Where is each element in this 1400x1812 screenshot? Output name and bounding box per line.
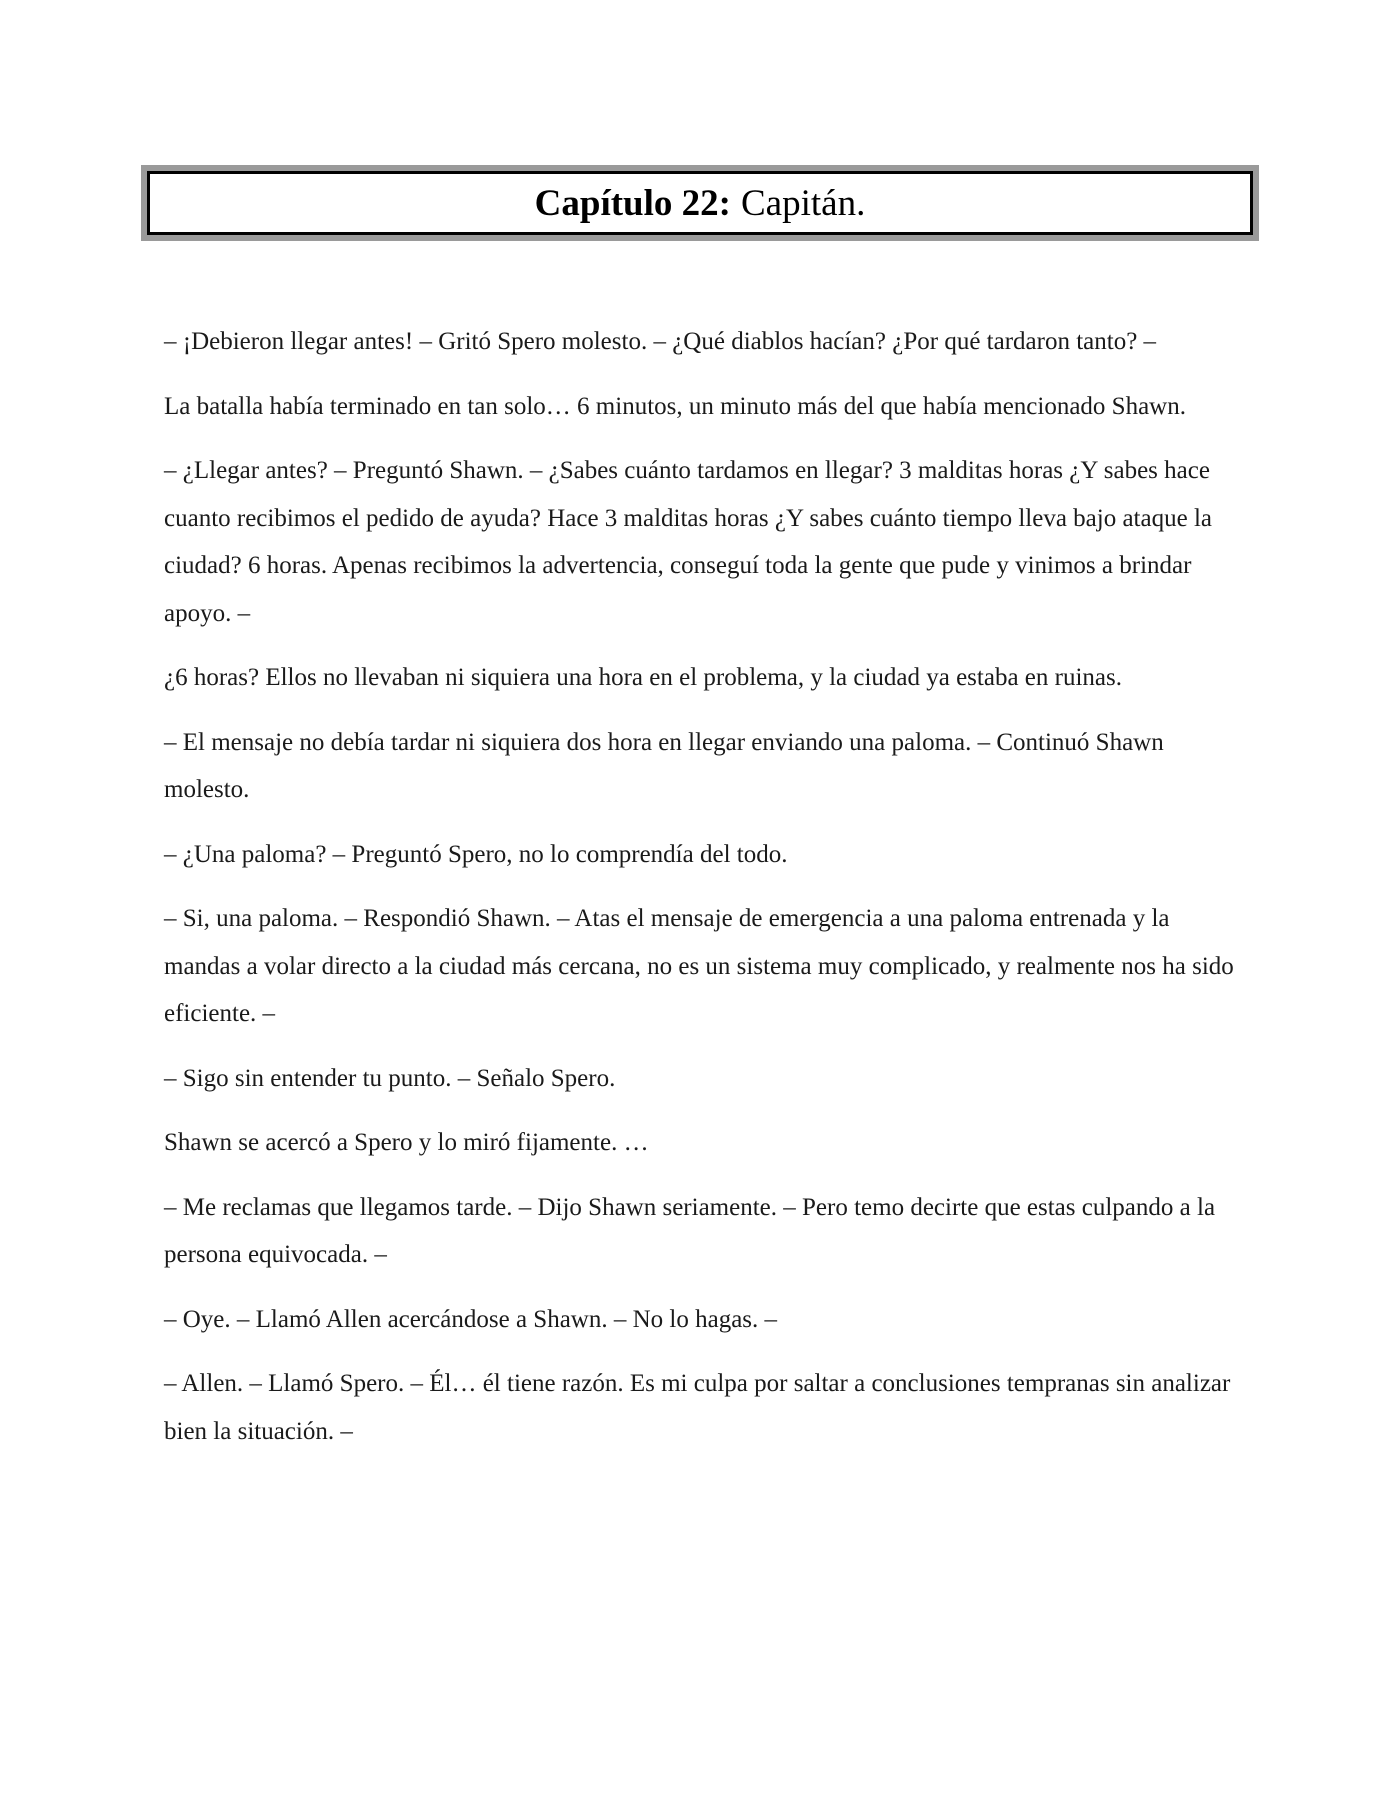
paragraph: – Oye. – Llamó Allen acercándose a Shawn. – No lo hagas. –: [164, 1305, 778, 1333]
chapter-title: [147, 171, 1253, 235]
paragraph: Shawn se acercó a Spero y lo miró fijamente. …: [164, 1129, 649, 1156]
chapter-name: Capitán.: [740, 182, 866, 224]
paragraph: – Me reclamas que llegamos tarde. – Dijo Shawn seriamente. – Pero temo decirte que estas culpando a la persona equivocada. –: [164, 1193, 1216, 1268]
paragraph: – El mensaje no debía tardar ni siquiera dos hora en llegar enviando una paloma. – Continuó Shawn molesto.: [164, 728, 1164, 803]
paragraph: La batalla había terminado en tan solo… 6 minutos, un minuto más del que había mencionado Shawn.: [164, 392, 1186, 420]
chapter-label: Capítulo 22:: [534, 182, 731, 224]
paragraph: – Si, una paloma. – Respondió Shawn. – Atas el mensaje de emergencia a una paloma entrenada y la mandas a volar directo a la ciudad más cercana, no es un sistema muy complicado, y realmente nos ha sido eficiente. –: [164, 905, 1234, 1027]
paragraph: – ¡Debieron llegar antes! – Gritó Spero molesto. – ¿Qué diablos hacían? ¿Por qué tardaron tanto? –: [164, 328, 1157, 355]
paragraph: – ¿Una paloma? – Preguntó Spero, no lo comprendía del todo.: [164, 840, 788, 868]
chapter-body: [164, 318, 1244, 1472]
paragraph: – Sigo sin entender tu punto. – Señalo Spero.: [164, 1064, 616, 1092]
chapter-title-frame: [141, 165, 1259, 241]
paragraph: ¿6 horas? Ellos no llevaban ni siquiera una hora en el problema, y la ciudad ya estaba en ruinas.: [164, 664, 1122, 691]
paragraph: – Allen. – Llamó Spero. – Él… él tiene razón. Es mi culpa por saltar a conclusiones tempranas sin analizar bien la situación. –: [164, 1370, 1231, 1445]
paragraph: – ¿Llegar antes? – Preguntó Shawn. – ¿Sabes cuánto tardamos en llegar? 3 malditas horas ¿Y sabes hace cuanto recibimos el pedido de ayuda? Hace 3 malditas horas ¿Y sabes cuánto tiempo lleva bajo ataque la ciudad? 6 horas. Apenas recibimos la advertencia, conseguí toda la gente que pude y vinimos a brindar apoyo. –: [164, 457, 1212, 627]
